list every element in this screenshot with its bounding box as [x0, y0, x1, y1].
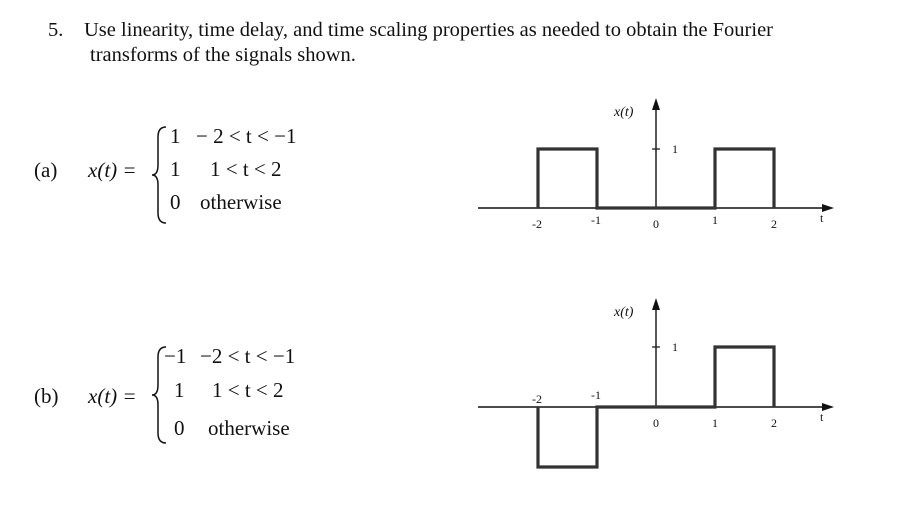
x-tick-label: 0	[653, 416, 659, 430]
x-tick-label: -2	[532, 392, 542, 406]
y-axis-title: x(t)	[614, 105, 634, 120]
x-tick-label: 0	[653, 217, 659, 231]
x-axis-arrow	[822, 403, 834, 411]
problem-text-line-2: transforms of the signals shown.	[90, 44, 356, 66]
y-tick-label: 1	[672, 340, 678, 354]
x-tick-label: -1	[591, 213, 601, 227]
x-tick-label: -1	[591, 388, 601, 402]
x-tick-label: -2	[532, 217, 542, 231]
x-axis-title: t	[820, 410, 824, 424]
x-tick-label: 1	[712, 416, 718, 430]
problem-number: 5.	[48, 19, 64, 41]
x-tick-label: 1	[712, 213, 718, 227]
x-axis-title: t	[820, 211, 824, 225]
problem-text-line-1: Use linearity, time delay, and time scaling properties as needed to obtain the Fourier	[84, 19, 774, 41]
x-tick-label: 2	[771, 217, 777, 231]
x-tick-label: 2	[771, 416, 777, 430]
y-axis-arrow	[652, 298, 660, 310]
part-a-lhs: x(t) =	[88, 158, 137, 182]
y-axis-title: x(t)	[614, 305, 634, 320]
part-b-lhs: x(t) =	[88, 384, 137, 408]
y-tick-label: 1	[672, 142, 678, 156]
part-a-label: (a)	[34, 158, 58, 182]
part-b-label: (b)	[34, 384, 59, 408]
